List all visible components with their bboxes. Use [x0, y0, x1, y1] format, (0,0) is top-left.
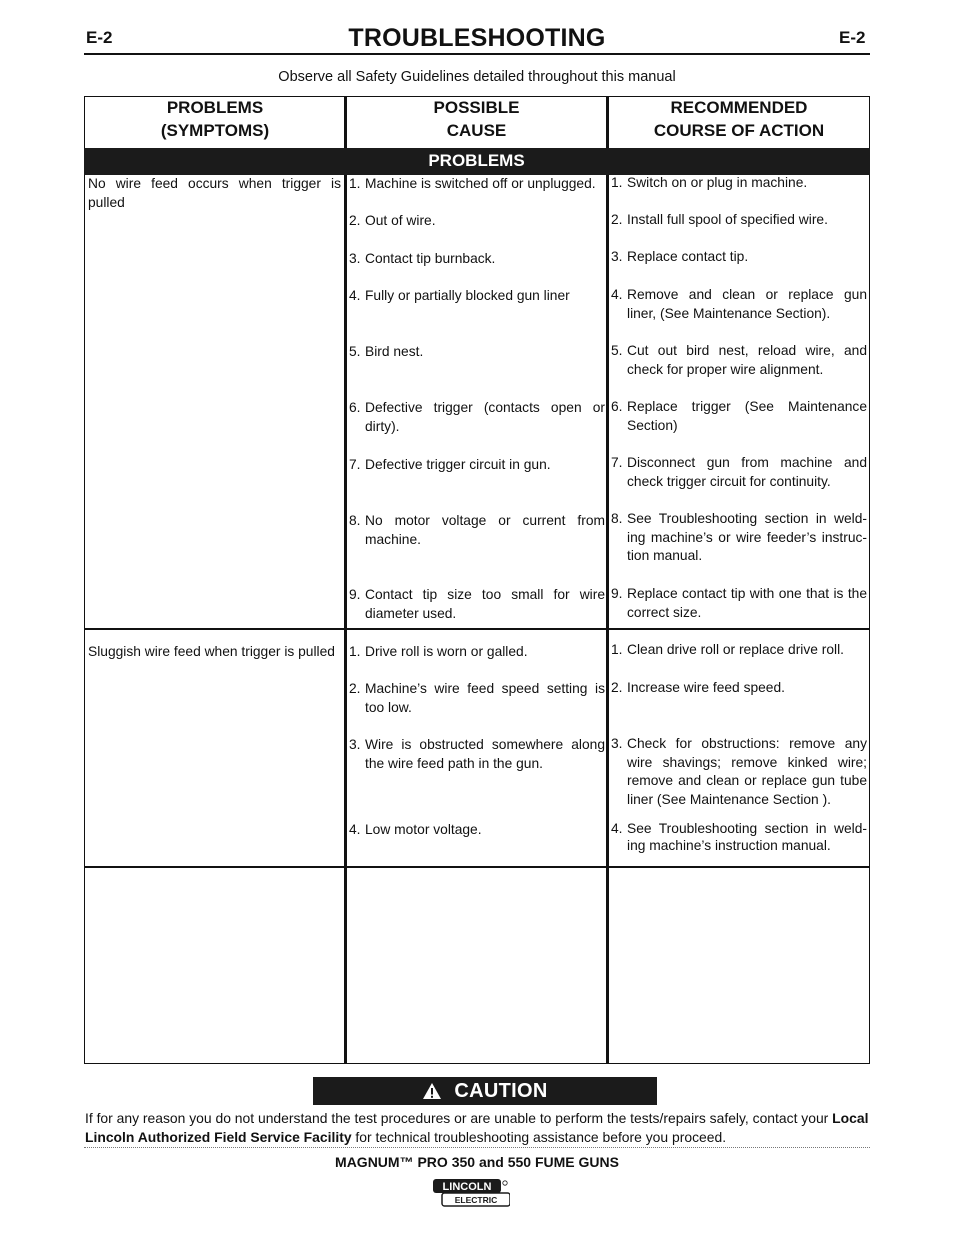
troubleshooting-table: [84, 96, 870, 1064]
page-title: TROUBLESHOOTING: [348, 24, 606, 52]
lincoln-electric-logo: [432, 1178, 510, 1208]
footer-product-title: MAGNUM™ PRO 350 and 550 FUME GUNS: [335, 1154, 619, 1170]
cause-item: 3. Contact tip burnback.: [349, 251, 496, 266]
cause-item: 2. Machine’s wire feed speed setting is too low.: [349, 681, 605, 715]
action-item: 4. See Troubleshooting section in weld-ing machine’s instruction manual.: [611, 821, 867, 853]
title-rule: [84, 53, 870, 55]
action-item: 3. Replace contact tip.: [611, 249, 749, 264]
action-item: 1. Switch on or plug in machine.: [611, 175, 808, 190]
action-item: 4. Remove and clean or replace gun liner, (See Maintenance Section).: [611, 287, 867, 321]
logo-top-text: LINCOLN: [442, 1181, 492, 1193]
action-item: 1. Clean drive roll or replace drive roll.: [611, 642, 845, 657]
cause-item: 8. No motor voltage or current from machine.: [349, 513, 605, 547]
row-divider: [84, 866, 870, 868]
column-divider: [606, 96, 609, 1064]
caution-label: CAUTION: [454, 1079, 548, 1102]
safety-note: Observe all Safety Guidelines detailed throughout this manual: [278, 69, 676, 85]
cause-item: 6. Defective trigger (contacts open or dirty).: [349, 400, 605, 434]
section-band-label: PROBLEMS: [428, 151, 525, 170]
action-item: 3. Check for obstructions: remove any wire shavings; remove kinked wire; remove and clean or replace gun tube liner (See Maintenance Section ).: [611, 736, 867, 807]
service-facility-text: Local Lincoln Authorized Field Service Facility: [85, 1110, 869, 1145]
row-divider: [84, 628, 870, 630]
column-header-cause: POSSIBLE CAUSE: [433, 98, 520, 140]
action-item: 2. Increase wire feed speed.: [611, 680, 785, 695]
symptom-sluggish-wire-feed: Sluggish wire feed when trigger is pulled: [88, 644, 335, 659]
action-item: 8. See Troubleshooting section in weld-ing machine’s or wire feeder’s instruc-tion manual.: [611, 511, 867, 563]
warning-triangle-icon: [422, 1082, 442, 1100]
column-divider: [344, 96, 347, 1064]
action-item: 5. Cut out bird nest, reload wire, and check for proper wire alignment.: [611, 343, 867, 377]
column-header-problems: PROBLEMS (SYMPTOMS): [160, 98, 270, 140]
cause-item: 4. Fully or partially blocked gun liner: [349, 288, 570, 303]
cause-item: 5. Bird nest.: [349, 344, 424, 359]
action-item: 6. Replace trigger (See Maintenance Section): [611, 399, 867, 433]
cause-item: 3. Wire is obstructed somewhere along the wire feed path in the gun.: [349, 737, 605, 771]
page-code-left: E-2: [86, 28, 113, 47]
cause-item: 1. Drive roll is worn or galled.: [349, 644, 528, 659]
cause-item: 7. Defective trigger circuit in gun.: [349, 457, 551, 472]
page-code-right: E-2: [839, 28, 866, 47]
cause-item: 4. Low motor voltage.: [349, 822, 482, 837]
cause-item: 1. Machine is switched off or unplugged.: [349, 176, 596, 191]
action-item: 2. Install full spool of specified wire.: [611, 212, 828, 227]
logo-bottom-text: ELECTRIC: [454, 1195, 498, 1205]
caution-text: If for any reason you do not understand the test procedures or are unable to perform the tests/repairs safely, contact your Local Lincoln Authorized Field Service Facility for technical troubleshooting assistance before you proceed.: [85, 1110, 869, 1145]
cause-item: 9. Contact tip size too small for wire diameter used.: [349, 587, 605, 621]
action-item: 7. Disconnect gun from machine and check trigger circuit for continuity.: [611, 455, 867, 489]
column-header-action: RECOMMENDED COURSE OF ACTION: [653, 98, 825, 140]
action-item: 9. Replace contact tip with one that is the correct size.: [611, 586, 867, 620]
footer-divider: [84, 1147, 870, 1148]
cause-item: 2. Out of wire.: [349, 213, 436, 228]
symptom-no-wire-feed: No wire feed occurs when trigger is pulled: [88, 176, 341, 210]
caution-banner-content: [313, 1077, 657, 1105]
